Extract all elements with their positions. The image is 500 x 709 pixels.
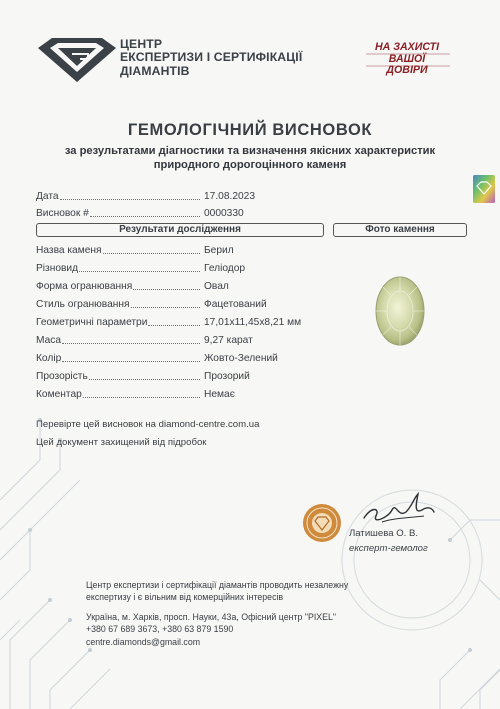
signature-icon: [358, 488, 438, 530]
subtitle-line: за результатами діагностики та визначення якісних характеристик: [64, 145, 436, 157]
date-value: 17.08.2023: [204, 191, 255, 202]
number-value: 0000330: [204, 208, 244, 219]
protection-note: Цей документ захищений від підробок: [36, 437, 207, 448]
footer-address: Україна, м. Харків, просп. Науки, 43а, Офісний центр "PIXEL": [86, 612, 337, 622]
footer-phones: +380 67 689 3673, +380 63 879 1590: [86, 624, 234, 635]
photo-section-header: Фото камення: [333, 223, 467, 237]
date-row: [36, 191, 202, 202]
official-seal-icon: [302, 503, 342, 543]
logo-line: ЦЕНТР: [120, 37, 163, 51]
verify-prefix: Перевірте цей висновок на: [36, 419, 159, 430]
field-value: 9,27 карат: [204, 335, 253, 346]
diamond-logo-icon: [36, 36, 118, 84]
expert-role: експерт-гемолог: [349, 543, 428, 554]
field-label: Маса: [36, 335, 62, 346]
logo-line: ЕКСПЕРТИЗИ І СЕРТИФІКАЦІЇ: [120, 50, 303, 65]
dotted-leader: [89, 379, 200, 380]
field-label: Коментар: [36, 389, 82, 400]
slogan-line: ДОВІРИ: [386, 64, 428, 77]
verify-link[interactable]: diamond-centre.com.ua: [158, 419, 260, 430]
field-value: Берил: [204, 245, 234, 256]
verify-note: [36, 419, 259, 430]
gemstone-photo: [373, 274, 427, 348]
center-name: [120, 38, 302, 78]
field-row-weight: [36, 335, 202, 346]
footer-statement: [86, 579, 348, 604]
field-value: Геліодор: [204, 263, 246, 274]
slogan-line: ВАШОЇ: [388, 52, 426, 65]
field-row-clarity: [36, 371, 202, 382]
page-title: ГЕМОЛОГІЧНИЙ ВИСНОВОК: [127, 121, 373, 139]
field-row-cut-style: [36, 299, 202, 310]
date-label: Дата: [36, 191, 59, 202]
field-label: Форма огранювання: [36, 281, 133, 292]
field-value: Немає: [204, 389, 235, 400]
field-row-comment: [36, 389, 202, 400]
subtitle-line: природного дорогоцінного каменя: [153, 159, 347, 171]
results-section-header: Результати дослідження: [36, 223, 324, 237]
number-row: [36, 208, 202, 219]
field-label: Геометричні параметри: [36, 317, 148, 328]
footer-contacts: [86, 611, 336, 648]
dotted-leader: [131, 307, 200, 308]
subtitle: [0, 144, 500, 172]
dotted-leader: [103, 253, 200, 254]
dotted-leader: [60, 199, 200, 200]
field-row-cut-shape: [36, 281, 202, 292]
field-value: Овал: [204, 281, 229, 292]
field-row-variety: [36, 263, 202, 274]
footer-line: Центр експертизи і сертифікації діамантів проводить незалежну: [86, 580, 349, 590]
dotted-leader: [62, 343, 200, 344]
expert-name: Латишева О. В.: [349, 528, 419, 539]
field-label: Стиль огранювання: [36, 299, 130, 310]
dotted-leader: [62, 361, 200, 362]
dotted-leader: [90, 216, 200, 217]
field-label: Колір: [36, 353, 62, 364]
field-label: Назва каменя: [36, 245, 102, 256]
field-value: Фацетований: [204, 299, 267, 310]
number-label: Висновок #: [36, 208, 89, 219]
field-label: Різновид: [36, 263, 79, 274]
dotted-leader: [148, 325, 200, 326]
dotted-leader: [83, 397, 200, 398]
slogan-frame-icon: [362, 40, 454, 78]
field-row-color: [36, 353, 202, 364]
logo-line: ДІАМАНТІВ: [120, 63, 190, 78]
field-label: Прозорість: [36, 371, 88, 382]
dotted-leader: [79, 271, 200, 272]
dotted-leader: [133, 289, 200, 290]
footer-line: експертизу і є вільним від комерційних інтересів: [86, 592, 284, 603]
field-row-dimensions: [36, 317, 202, 328]
slogan-line: НА ЗАХИСТІ: [374, 41, 440, 53]
field-value: 17,01x11,45x8,21 мм: [204, 317, 302, 328]
field-row-stone-name: [36, 245, 202, 256]
field-value: Прозорий: [204, 371, 250, 382]
hologram-sticker-icon: [472, 174, 496, 204]
field-value: Жовто-Зелений: [204, 353, 278, 364]
footer-email[interactable]: centre.diamonds@gmail.com: [86, 636, 201, 647]
